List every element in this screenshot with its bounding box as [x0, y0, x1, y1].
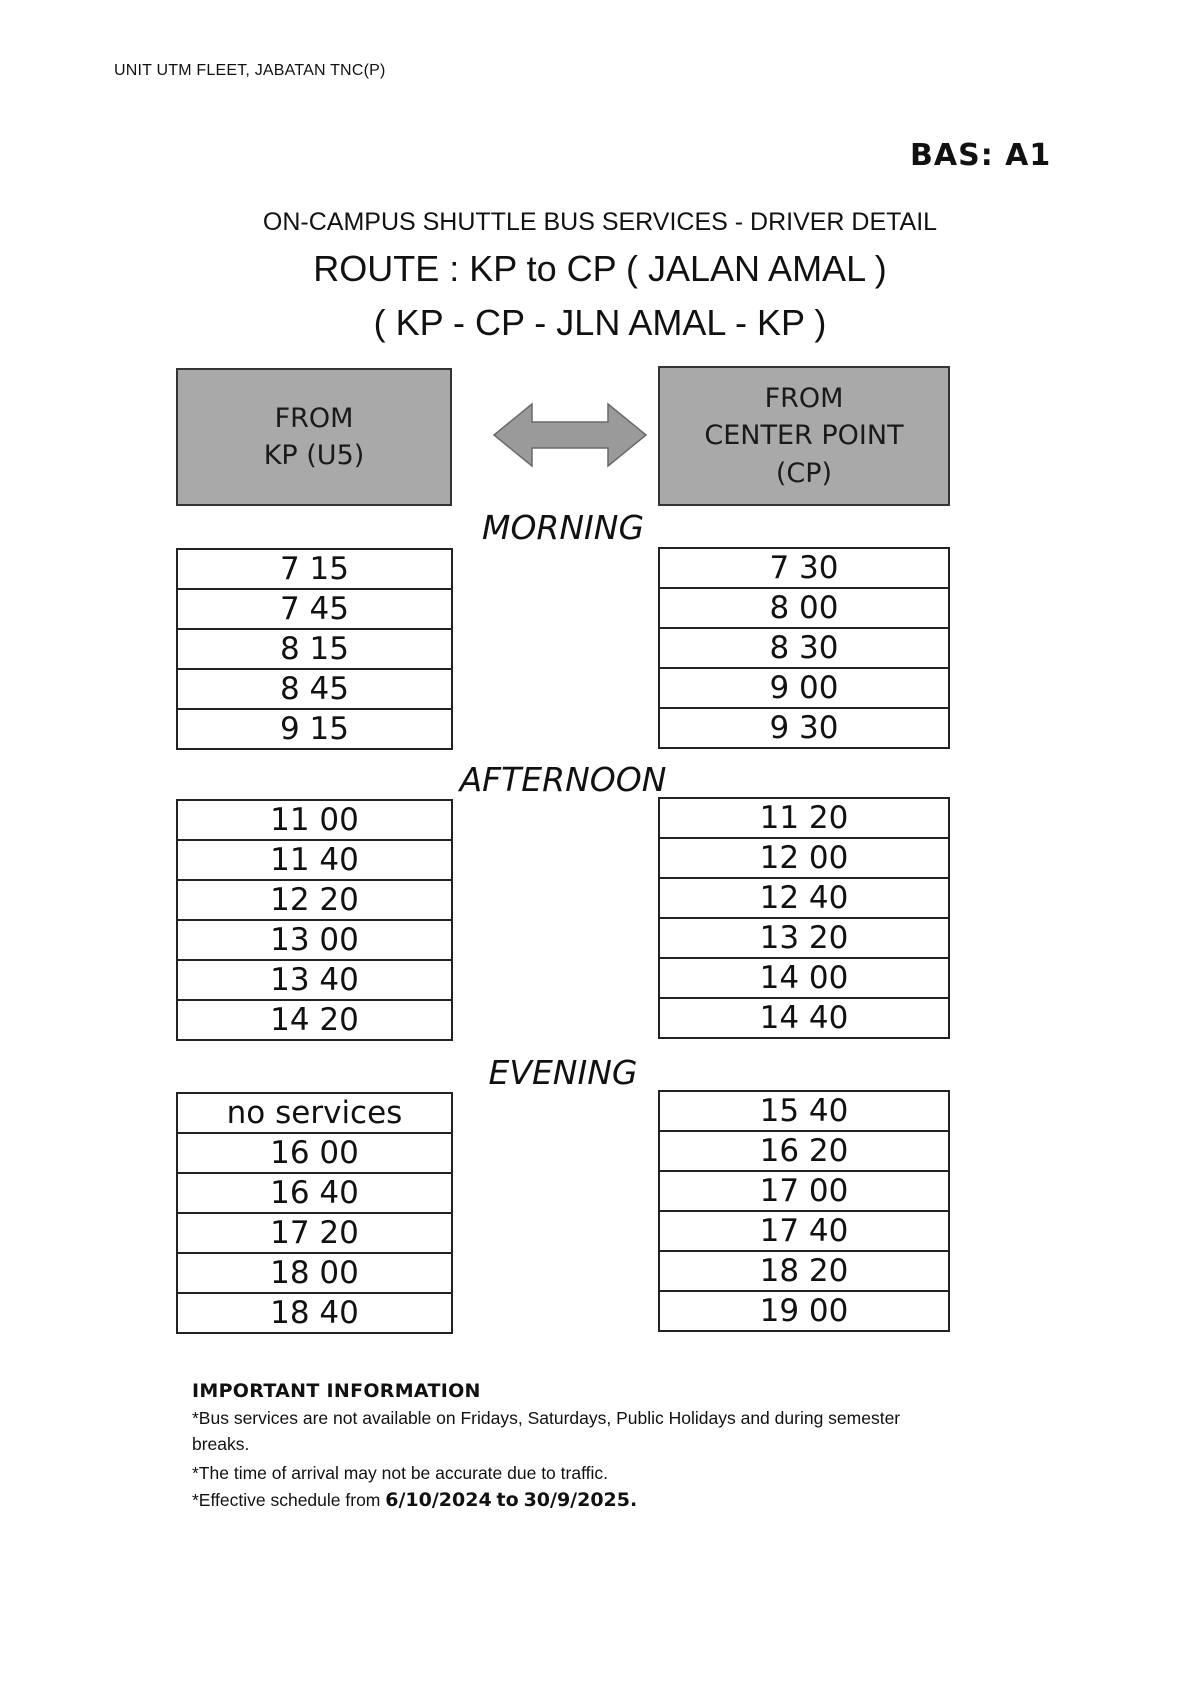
table-row	[659, 1131, 949, 1171]
table-row	[659, 1211, 949, 1251]
table-row	[177, 800, 452, 840]
table-row	[659, 1291, 949, 1331]
departure-time: 19 00	[659, 1291, 949, 1331]
departure-time: 18 00	[177, 1253, 452, 1293]
evening-kp-table	[176, 1092, 453, 1334]
table-row	[659, 708, 949, 748]
document-subtitle: ON-CAMPUS SHUTTLE BUS SERVICES - DRIVER DETAIL	[262, 208, 938, 236]
table-row	[659, 628, 949, 668]
table-row	[177, 629, 452, 669]
period-evening: EVENING	[488, 1053, 638, 1092]
departure-time: 17 00	[659, 1171, 949, 1211]
departure-time: 17 20	[177, 1213, 452, 1253]
departure-time: 17 40	[659, 1211, 949, 1251]
table-row	[177, 669, 452, 709]
period-afternoon: AFTERNOON	[459, 760, 667, 799]
departure-time: 12 00	[659, 838, 949, 878]
effective-to-word: to	[496, 1489, 519, 1511]
table-row	[177, 1213, 452, 1253]
table-row	[177, 960, 452, 1000]
origin-kp-line1: FROM	[274, 402, 354, 434]
table-row	[177, 1133, 452, 1173]
table-row	[177, 1173, 452, 1213]
table-row	[659, 1251, 949, 1291]
effective-to-date: 30/9/2025.	[523, 1489, 638, 1511]
departure-time: 13 20	[659, 918, 949, 958]
info-note-availability: *Bus services are not available on Fridays, Saturdays, Public Holidays and during semester breaks.	[192, 1408, 901, 1454]
departure-time: 12 40	[659, 878, 949, 918]
departure-time: 8 45	[177, 669, 452, 709]
departure-time: 8 15	[177, 629, 452, 669]
origin-kp-header	[176, 368, 452, 506]
origin-cp-line2: CENTER POINT	[704, 420, 904, 452]
effective-prefix: *Effective schedule from	[192, 1490, 386, 1510]
table-row	[659, 918, 949, 958]
route-title: ROUTE : KP to CP ( JALAN AMAL )	[313, 248, 887, 289]
table-row	[659, 1171, 949, 1211]
departure-time: 7 30	[659, 548, 949, 588]
table-row	[177, 1253, 452, 1293]
table-row	[177, 589, 452, 629]
departure-time: 18 20	[659, 1251, 949, 1291]
table-row	[177, 709, 452, 749]
departure-time: 13 40	[177, 960, 452, 1000]
departure-time: 11 20	[659, 798, 949, 838]
evening-cp-table	[658, 1090, 950, 1332]
table-row	[177, 1000, 452, 1040]
origin-kp-line2: KP (U5)	[263, 440, 365, 471]
table-row	[659, 1091, 949, 1131]
departure-time: no services	[177, 1093, 452, 1133]
departure-time: 15 40	[659, 1091, 949, 1131]
table-row	[177, 920, 452, 960]
table-row	[177, 880, 452, 920]
departure-time: 14 00	[659, 958, 949, 998]
table-row	[659, 798, 949, 838]
table-row	[659, 838, 949, 878]
departure-time: 16 00	[177, 1133, 452, 1173]
departure-time: 18 40	[177, 1293, 452, 1333]
departure-time: 14 40	[659, 998, 949, 1038]
departure-time: 7 15	[177, 549, 452, 589]
table-row	[659, 548, 949, 588]
departure-time: 16 20	[659, 1131, 949, 1171]
route-path: ( KP - CP - JLN AMAL - KP )	[373, 302, 827, 343]
departure-time: 8 30	[659, 628, 949, 668]
info-note-traffic: *The time of arrival may not be accurate due to traffic.	[192, 1463, 608, 1483]
table-row	[659, 878, 949, 918]
table-row	[659, 588, 949, 628]
departure-time: 9 30	[659, 708, 949, 748]
table-row	[659, 668, 949, 708]
double-arrow-icon	[492, 402, 648, 468]
table-row	[177, 840, 452, 880]
table-row	[177, 549, 452, 589]
table-row	[659, 958, 949, 998]
departure-time: 14 20	[177, 1000, 452, 1040]
table-row	[177, 1093, 452, 1133]
origin-cp-line3: (CP)	[775, 457, 833, 489]
departure-time: 9 00	[659, 668, 949, 708]
departure-time: 12 20	[177, 880, 452, 920]
morning-kp-table	[176, 548, 453, 750]
info-note-effective-schedule	[192, 1487, 912, 1513]
table-row	[659, 998, 949, 1038]
period-morning: MORNING	[481, 508, 645, 547]
departure-time: 7 45	[177, 589, 452, 629]
origin-cp-header	[658, 366, 950, 506]
origin-cp-line1: FROM	[764, 383, 844, 415]
important-info-title: IMPORTANT INFORMATION	[192, 1380, 481, 1402]
table-row	[177, 1293, 452, 1333]
afternoon-kp-table	[176, 799, 453, 1041]
departure-time: 16 40	[177, 1173, 452, 1213]
organization-name: UNIT UTM FLEET, JABATAN TNC(P)	[114, 62, 386, 79]
morning-cp-table	[658, 547, 950, 749]
departure-time: 11 40	[177, 840, 452, 880]
departure-time: 8 00	[659, 588, 949, 628]
afternoon-cp-table	[658, 797, 950, 1039]
departure-time: 11 00	[177, 800, 452, 840]
effective-from-date: 6/10/2024	[385, 1489, 492, 1511]
departure-time: 13 00	[177, 920, 452, 960]
bus-code: BAS: A1	[910, 138, 1052, 173]
departure-time: 9 15	[177, 709, 452, 749]
